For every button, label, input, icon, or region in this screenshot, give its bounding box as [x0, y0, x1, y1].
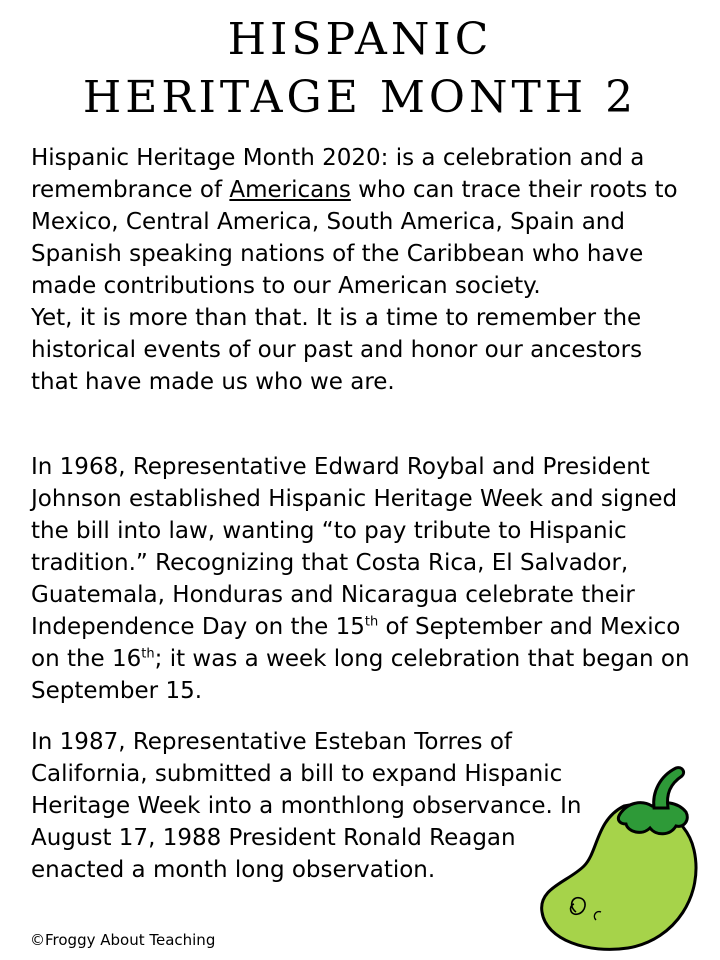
- copyright-footer: ©Froggy About Teaching: [30, 931, 216, 949]
- paragraph-1987: In 1987, Representative Esteban Torres of California, submitted a bill to expand Hispanic Heritage Week into a monthlong observance. In August 17, 1988 President Ronald Reagan enacted a month long observation.: [31, 729, 582, 883]
- paragraph-1968: [31, 451, 696, 707]
- ordinal-suffix-16th: th: [141, 646, 155, 662]
- paragraph-intro-text: Hispanic Heritage Month 2020: is a celebration and a remembrance of: [31, 145, 645, 203]
- paragraph-1968-part2: of September and Mexico on the 16: [31, 614, 681, 672]
- ordinal-suffix-15th: th: [364, 614, 379, 630]
- page-title-line-1: HISPANIC: [227, 14, 493, 65]
- paragraph-intro: [31, 142, 696, 398]
- paragraph-intro-line2: Yet, it is more than that. It is a time to remember the historical events of our past and honor our ancestors that have made us who we are.: [31, 305, 643, 395]
- green-chili-pepper-icon: [536, 762, 712, 952]
- paragraph-1968-part3: ; it was a week long celebration that began on September 15.: [31, 646, 690, 704]
- paragraph-1968-part1: In 1968, Representative Edward Roybal and President Johnson established Hispanic Heritage Week and signed the bill into law, wanting “to pay tribute to Hispanic tradition.” Recognizing that Costa Rica, El Salvador, Guatemala, Honduras and Nicaragua celebrate their Independence Day on the 15: [31, 454, 678, 640]
- americans-underlined-word: Americans: [229, 177, 351, 203]
- paragraph-intro-rest: who can trace their roots to Mexico, Central America, South America, Spain and Spanish speaking nations of the Caribbean who have made contributions to our American society.: [31, 177, 678, 299]
- page-title-line-2: HERITAGE MONTH 2: [82, 72, 638, 123]
